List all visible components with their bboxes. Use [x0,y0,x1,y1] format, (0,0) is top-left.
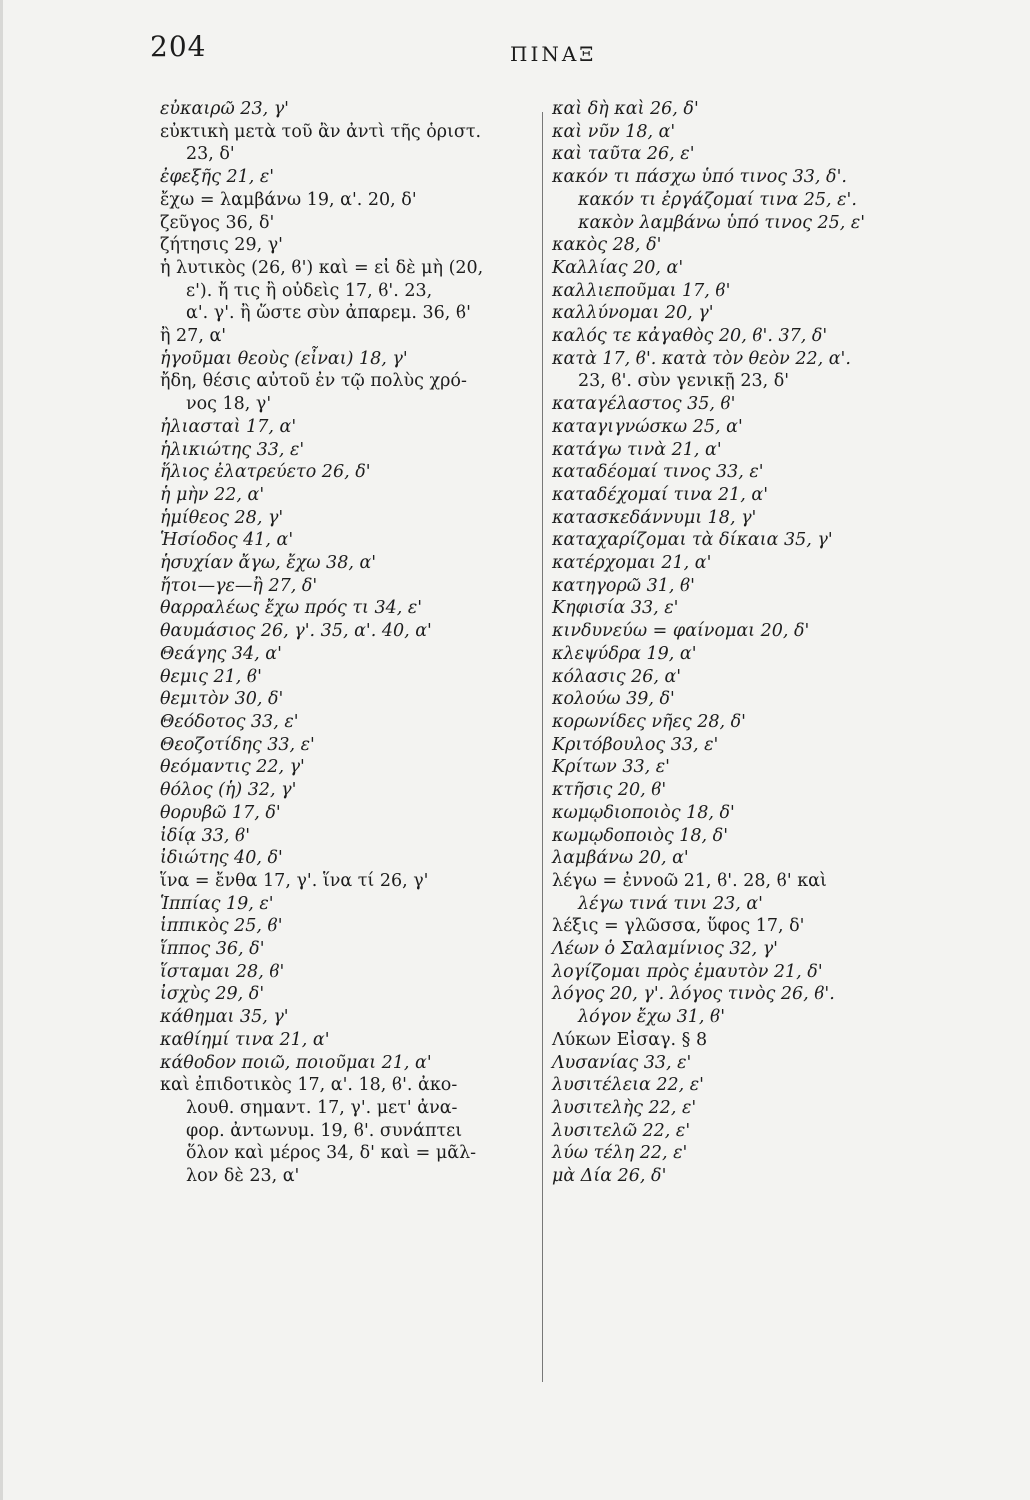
index-entry-line: ἤτοι—γε—ἢ 27, δ' [160,575,318,596]
index-entry-line: καταγέλαστος 35, ϐ' [552,394,736,415]
index-entry-line: κάθοδον ποιῶ, ποιοῦμαι 21, α' [160,1052,432,1073]
index-entry-line: ἡσυχίαν ἄγω, ἔχω 38, α' [160,553,377,574]
index-entry-line: θεμιτὸν 30, δ' [160,689,284,710]
index-entry-line: λύω τέλη 22, ε' [552,1143,688,1164]
index-entry-line: ἰδίᾳ 33, ϐ' [160,825,251,846]
index-entry-line: κωμῳδιοποιὸς 18, δ' [552,802,735,823]
index-entry-line: 23, δ' [186,144,235,165]
index-entry-line: κακὸν λαμβάνω ὑπό τινος 25, ε' [578,212,866,233]
index-entry-line: κόλασις 26, α' [552,666,682,687]
page-title: ΠΙΝΑΞ [510,42,597,66]
index-entry-line: ἵνα = ἔνθα 17, γ'. ἵνα τί 26, γ' [160,870,429,891]
index-entry-line: ἡ λυτικὸς (26, ϐ') καὶ = εἰ δὲ μὴ (20, [160,257,484,278]
index-entry-line: εὐκτικὴ μετὰ τοῦ ἂν ἀντὶ τῆς ὁριστ. [160,121,482,142]
index-entry-line: καταδέχομαί τινα 21, α' [552,484,769,505]
index-entry-line: καταδέομαί τινος 33, ε' [552,462,764,483]
column-divider [542,112,543,1382]
index-entry-line: θεμις 21, ϐ' [160,666,262,687]
index-entry-line: κατάγω τινὰ 21, α' [552,439,722,460]
index-entry-line: λον δὲ 23, α' [186,1166,300,1187]
index-entry-line: Κρίτων 33, ε' [552,757,670,778]
index-entry-line: κακόν τι πάσχω ὑπό τινος 33, δ'. [552,167,847,188]
index-entry-line: 23, ϐ'. σὺν γενικῇ 23, δ' [578,371,790,392]
index-entry-line: ε'). ἤ τις ἢ οὐδεὶς 17, ϐ'. 23, [186,280,433,301]
index-entry-line: ἱππικὸς 25, ϐ' [160,916,283,937]
index-entry-line: ἐφεξῆς 21, ε' [160,167,275,188]
index-entry-line: κάθημαι 35, γ' [160,1007,289,1028]
index-entry-line: ζεῦγος 36, δ' [160,212,275,233]
index-entry-line: λυσιτέλεια 22, ε' [552,1075,704,1096]
index-entry-line: Θεόδοτος 33, ε' [160,711,299,732]
index-entry-line: κατασκεδάννυμι 18, γ' [552,507,757,528]
page-edge-shadow [0,0,3,1500]
index-entry-line: εὐκαιρῶ 23, γ' [160,99,289,119]
index-entry-line: λυσιτελὴς 22, ε' [552,1097,697,1118]
index-entry-line: ὅλον καὶ μέρος 34, δ' καὶ = μᾶλ- [186,1143,477,1164]
index-entry-line: καὶ δὴ καὶ 26, δ' [552,99,699,119]
index-entry-line: θορυβῶ 17, δ' [160,802,281,823]
index-entry-line: λέξις = γλῶσσα, ὕφος 17, δ' [552,916,805,937]
index-entry-line: λαμβάνω 20, α' [552,848,689,869]
index-column-left [160,98,540,1188]
index-entry-line: Κηφισία 33, ε' [552,598,679,619]
index-entry-line: κακὸς 28, δ' [552,235,662,256]
index-entry-line: ἔχω = λαμβάνω 19, α'. 20, δ' [160,189,417,210]
index-entry-line: ἡμίθεος 28, γ' [160,507,284,528]
index-entry-line: Λέων ὁ Σαλαμίνιος 32, γ' [552,939,778,960]
page-number: 204 [150,30,207,63]
index-entry-line: ἰσχὺς 29, δ' [160,984,265,1005]
index-entry-line: Θεοζοτίδης 33, ε' [160,734,315,755]
index-entry-line: ἵσταμαι 28, ϐ' [160,961,285,982]
index-entry-line: κτῆσις 20, ϐ' [552,780,667,801]
index-entry-line: λουθ. σημαντ. 17, γ'. μετ' ἀνα- [186,1097,458,1118]
index-entry-line: θαυμάσιος 26, γ'. 35, α'. 40, α' [160,621,432,642]
index-entry-line: καλλιεποῦμαι 17, ϐ' [552,280,731,301]
index-entry-line: λόγος 20, γ'. λόγος τινὸς 26, ϐ'. [552,984,835,1005]
index-entry-line: ἡλικιώτης 33, ε' [160,439,305,460]
index-entry-line: κατηγορῶ 31, ϐ' [552,575,695,596]
index-entry-line: καλλύνομαι 20, γ' [552,303,714,324]
index-entry-line: λέγω = ἐννοῶ 21, ϐ'. 28, ϐ' καὶ [552,870,827,891]
index-entry-line: Κριτόβουλος 33, ε' [552,734,719,755]
index-entry-line: κορωνίδες νῆες 28, δ' [552,711,746,732]
index-entry-line: Λυσανίας 33, ε' [552,1052,692,1073]
index-entry-line: λόγον ἔχω 31, ϐ' [578,1007,726,1028]
index-entry-line: ζήτησις 29, γ' [160,235,283,256]
index-entry-line: ἵππος 36, δ' [160,939,265,960]
index-entry-line: μὰ Δία 26, δ' [552,1166,667,1187]
index-entry-line: ἢ 27, α' [160,326,227,347]
index-entry-line: λυσιτελῶ 22, ε' [552,1120,691,1141]
index-entry-line: ἡ μὴν 22, α' [160,484,265,505]
index-entry-line: κωμῳδοποιὸς 18, δ' [552,825,728,846]
index-entry-line: κακόν τι ἐργάζομαί τινα 25, ε'. [578,189,857,210]
index-entry-line: λογίζομαι πρὸς ἐμαυτὸν 21, δ' [552,961,823,982]
index-entry-line: Ἱππίας 19, ε' [160,893,274,914]
index-entry-line: καὶ ταῦτα 26, ε' [552,144,695,165]
index-entry-line: φορ. ἀντωνυμ. 19, ϐ'. συνάπτει [186,1120,463,1141]
index-entry-line: α'. γ'. ἢ ὥστε σὺν ἀπαρεμ. 36, ϐ' [186,303,471,324]
index-entry-line: κινδυνεύω = φαίνομαι 20, δ' [552,621,810,642]
index-entry-line: Λύκων Εἰσαγ. § 8 [552,1029,708,1050]
index-entry-line: κατὰ 17, ϐ'. κατὰ τὸν θεὸν 22, α'. [552,348,851,369]
index-entry-line: Καλλίας 20, α' [552,257,684,278]
index-entry-line: καταγιγνώσκω 25, α' [552,416,743,437]
index-entry-line: καθίημί τινα 21, α' [160,1029,330,1050]
index-entry-line: κολούω 39, δ' [552,689,675,710]
index-entry-line: καταχαρίζομαι τὰ δίκαια 35, γ' [552,530,833,551]
index-entry-line: καὶ ἐπιδοτικὸς 17, α'. 18, ϐ'. ἀκο- [160,1075,458,1096]
index-entry-line: θεόμαντις 22, γ' [160,757,305,778]
index-entry-line: Θεάγης 34, α' [160,643,282,664]
index-entry-line: ἤδη, θέσις αὐτοῦ ἐν τῷ πολὺς χρό- [160,371,467,392]
index-entry-line: νος 18, γ' [186,394,272,415]
index-entry-line: ἰδιώτης 40, δ' [160,848,283,869]
index-entry-line: ἥλιος ἐλατρεύετο 26, δ' [160,462,371,483]
index-entry-line: ἠλιασταὶ 17, α' [160,416,297,437]
index-entry-line: λέγω τινά τινι 23, α' [578,893,763,914]
index-entry-line: θαρραλέως ἔχω πρός τι 34, ε' [160,598,423,619]
index-entry-line: ἡγοῦμαι θεοὺς (εἶναι) 18, γ' [160,348,408,369]
index-entry-line: κλεψύδρα 19, α' [552,643,697,664]
index-entry-line: καλός τε κἀγαθὸς 20, ϐ'. 37, δ' [552,326,828,347]
index-column-right [552,98,957,1188]
index-entry-line: καὶ νῦν 18, α' [552,121,676,142]
index-entry-line: θόλος (ἡ) 32, γ' [160,780,297,801]
index-entry-line: κατέρχομαι 21, α' [552,553,712,574]
index-entry-line: Ἡσίοδος 41, α' [160,530,294,551]
